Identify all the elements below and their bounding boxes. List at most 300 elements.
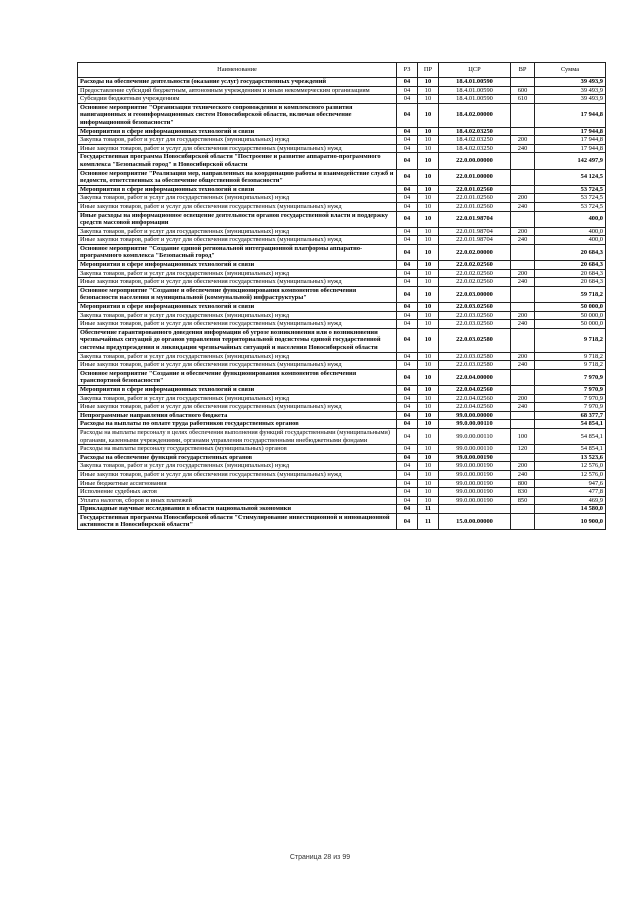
cell-sum: 9 718,2 — [535, 328, 606, 352]
cell-sum: 50 000,0 — [535, 320, 606, 329]
cell-vr: 200 — [511, 227, 535, 236]
cell-vr — [511, 420, 535, 429]
cell-csr: 99.0.00.00190 — [439, 496, 511, 505]
table-row — [78, 496, 606, 505]
cell-sum: 17 944,8 — [535, 136, 606, 145]
table-row — [78, 369, 606, 385]
cell-pr: 10 — [418, 211, 439, 227]
cell-sum: 17 944,8 — [535, 144, 606, 153]
cell-sum: 68 377,7 — [535, 411, 606, 420]
table-row — [78, 411, 606, 420]
cell-vr — [511, 505, 535, 514]
cell-csr: 22.0.01.00000 — [439, 169, 511, 185]
cell-name: Предоставление субсидий бюджетным, автономным учреждениям и иным некоммерческим организациям — [78, 86, 397, 95]
cell-sum: 14 580,0 — [535, 505, 606, 514]
cell-name: Иные закупки товаров, работ и услуг для обеспечения государственных (муниципальных) нужд — [78, 361, 397, 370]
cell-csr: 99.0.00.00190 — [439, 488, 511, 497]
cell-rz: 04 — [397, 194, 418, 203]
cell-pr: 10 — [418, 394, 439, 403]
cell-rz: 04 — [397, 136, 418, 145]
cell-pr: 10 — [418, 127, 439, 136]
cell-name: Иные закупки товаров, работ и услуг для обеспечения государственных (муниципальных) нужд — [78, 320, 397, 329]
cell-pr: 10 — [418, 244, 439, 260]
table-row — [78, 479, 606, 488]
cell-name: Расходы на выплаты по оплате труда работников государственных органов — [78, 420, 397, 429]
cell-name: Закупка товаров, работ и услуг для государственных (муниципальных) нужд — [78, 394, 397, 403]
cell-sum: 54 854,1 — [535, 428, 606, 444]
cell-sum: 20 684,3 — [535, 261, 606, 270]
cell-pr: 10 — [418, 286, 439, 302]
cell-vr: 850 — [511, 496, 535, 505]
cell-rz: 04 — [397, 278, 418, 287]
table-row — [78, 95, 606, 104]
table-row — [78, 269, 606, 278]
cell-sum: 7 970,9 — [535, 403, 606, 412]
cell-rz: 04 — [397, 496, 418, 505]
cell-csr: 22.0.04.02560 — [439, 394, 511, 403]
cell-csr: 18.4.01.00590 — [439, 95, 511, 104]
cell-vr — [511, 411, 535, 420]
cell-vr — [511, 453, 535, 462]
table-row — [78, 103, 606, 127]
cell-csr: 22.0.03.02560 — [439, 311, 511, 320]
table-row — [78, 505, 606, 514]
cell-pr: 10 — [418, 194, 439, 203]
cell-pr: 10 — [418, 303, 439, 312]
cell-pr: 10 — [418, 428, 439, 444]
cell-name: Расходы на выплаты персоналу в целях обеспечения выполнения функций государственными (муниципальными) органами, казенными учреждениями, органами управления государственными внебюджетными фондами — [78, 428, 397, 444]
cell-pr: 11 — [418, 513, 439, 529]
cell-name: Мероприятия в сфере информационных технологий и связи — [78, 261, 397, 270]
cell-csr: 22.0.01.98704 — [439, 211, 511, 227]
cell-name: Иные закупки товаров, работ и услуг для обеспечения государственных (муниципальных) нужд — [78, 236, 397, 245]
cell-pr: 10 — [418, 479, 439, 488]
cell-sum: 39 493,9 — [535, 86, 606, 95]
cell-csr: 22.0.02.00000 — [439, 244, 511, 260]
cell-name: Основное мероприятие "Создание и обеспечение функционирования компонентов обеспечения безопасности населения и муниципальной (коммунальной) инфраструктуры" — [78, 286, 397, 302]
cell-csr: 15.0.00.00000 — [439, 513, 511, 529]
table-row — [78, 311, 606, 320]
cell-rz: 04 — [397, 286, 418, 302]
cell-csr: 22.0.01.98704 — [439, 227, 511, 236]
table-row — [78, 86, 606, 95]
cell-sum: 53 724,5 — [535, 185, 606, 194]
cell-sum: 54 854,1 — [535, 445, 606, 454]
cell-rz: 04 — [397, 103, 418, 127]
table-row — [78, 127, 606, 136]
cell-csr: 22.0.03.02560 — [439, 303, 511, 312]
cell-vr — [511, 286, 535, 302]
cell-csr: 22.0.02.02560 — [439, 278, 511, 287]
cell-sum: 13 523,6 — [535, 453, 606, 462]
cell-name: Закупка товаров, работ и услуг для государственных (муниципальных) нужд — [78, 269, 397, 278]
cell-vr: 240 — [511, 320, 535, 329]
page-number: Страница 28 из 99 — [289, 854, 351, 861]
cell-pr: 10 — [418, 202, 439, 211]
cell-csr: 22.0.02.02560 — [439, 261, 511, 270]
table-row — [78, 78, 606, 87]
cell-sum: 50 000,0 — [535, 303, 606, 312]
cell-name: Закупка товаров, работ и услуг для государственных (муниципальных) нужд — [78, 311, 397, 320]
cell-sum: 469,9 — [535, 496, 606, 505]
cell-csr: 22.0.00.00000 — [439, 153, 511, 169]
cell-sum: 10 900,0 — [535, 513, 606, 529]
cell-name: Мероприятия в сфере информационных технологий и связи — [78, 185, 397, 194]
cell-csr: 22.0.03.02560 — [439, 320, 511, 329]
cell-sum: 59 718,2 — [535, 286, 606, 302]
cell-pr: 10 — [418, 144, 439, 153]
cell-rz: 04 — [397, 361, 418, 370]
cell-pr: 11 — [418, 505, 439, 514]
cell-sum: 17 944,8 — [535, 103, 606, 127]
cell-csr: 18.4.02.03250 — [439, 127, 511, 136]
cell-rz: 04 — [397, 261, 418, 270]
cell-name: Основное мероприятие "Создание и обеспечение функционирования компонентов обеспечения транспортной безопасности" — [78, 369, 397, 385]
table-row — [78, 144, 606, 153]
cell-vr: 200 — [511, 269, 535, 278]
cell-csr: 22.0.03.02580 — [439, 352, 511, 361]
cell-name: Иные закупки товаров, работ и услуг для обеспечения государственных (муниципальных) нужд — [78, 278, 397, 287]
cell-rz: 04 — [397, 236, 418, 245]
cell-pr: 10 — [418, 136, 439, 145]
cell-csr: 99.0.00.00190 — [439, 470, 511, 479]
cell-sum: 53 724,5 — [535, 202, 606, 211]
cell-name: Мероприятия в сфере информационных технологий и связи — [78, 303, 397, 312]
cell-vr: 240 — [511, 361, 535, 370]
cell-rz: 04 — [397, 202, 418, 211]
cell-vr: 240 — [511, 278, 535, 287]
cell-name: Расходы на обеспечение функций государственных органов — [78, 453, 397, 462]
cell-rz: 04 — [397, 462, 418, 471]
cell-sum: 7 970,9 — [535, 369, 606, 385]
cell-rz: 04 — [397, 86, 418, 95]
header-rz: РЗ — [397, 63, 418, 78]
cell-rz: 04 — [397, 394, 418, 403]
header-vr: ВР — [511, 63, 535, 78]
cell-vr — [511, 303, 535, 312]
cell-pr: 10 — [418, 86, 439, 95]
cell-vr — [511, 78, 535, 87]
cell-csr: 99.0.00.00000 — [439, 411, 511, 420]
cell-pr: 10 — [418, 361, 439, 370]
cell-name: Мероприятия в сфере информационных технологий и связи — [78, 127, 397, 136]
cell-vr: 240 — [511, 470, 535, 479]
cell-csr: 22.0.04.02560 — [439, 385, 511, 394]
budget-table — [77, 62, 606, 530]
cell-vr: 120 — [511, 445, 535, 454]
cell-pr: 10 — [418, 236, 439, 245]
cell-name: Иные бюджетные ассигнования — [78, 479, 397, 488]
cell-sum: 12 576,0 — [535, 462, 606, 471]
cell-rz: 04 — [397, 403, 418, 412]
table-row — [78, 211, 606, 227]
cell-sum: 20 684,3 — [535, 278, 606, 287]
cell-rz: 04 — [397, 227, 418, 236]
cell-rz: 04 — [397, 169, 418, 185]
cell-csr: 99.0.00.00110 — [439, 428, 511, 444]
cell-csr: 99.0.00.00190 — [439, 479, 511, 488]
cell-name: Мероприятия в сфере информационных технологий и связи — [78, 385, 397, 394]
table-row — [78, 453, 606, 462]
cell-rz: 04 — [397, 269, 418, 278]
cell-rz: 04 — [397, 328, 418, 352]
cell-csr: 18.4.02.00000 — [439, 103, 511, 127]
cell-csr: 22.0.03.00000 — [439, 286, 511, 302]
cell-vr — [511, 185, 535, 194]
table-row — [78, 428, 606, 444]
cell-vr: 200 — [511, 462, 535, 471]
cell-rz: 04 — [397, 153, 418, 169]
cell-sum: 477,8 — [535, 488, 606, 497]
cell-csr: 18.4.02.03250 — [439, 136, 511, 145]
cell-rz: 04 — [397, 127, 418, 136]
cell-sum: 142 497,9 — [535, 153, 606, 169]
cell-sum: 947,6 — [535, 479, 606, 488]
cell-pr: 10 — [418, 496, 439, 505]
table-row — [78, 488, 606, 497]
cell-rz: 04 — [397, 428, 418, 444]
cell-pr: 10 — [418, 420, 439, 429]
cell-rz: 04 — [397, 352, 418, 361]
cell-csr: 22.0.01.02560 — [439, 194, 511, 203]
cell-pr: 10 — [418, 95, 439, 104]
table-row — [78, 320, 606, 329]
cell-csr: 18.4.01.00590 — [439, 86, 511, 95]
cell-name: Закупка товаров, работ и услуг для государственных (муниципальных) нужд — [78, 194, 397, 203]
cell-vr: 240 — [511, 144, 535, 153]
cell-rz: 04 — [397, 470, 418, 479]
cell-vr: 200 — [511, 394, 535, 403]
cell-name: Иные закупки товаров, работ и услуг для обеспечения государственных (муниципальных) нужд — [78, 403, 397, 412]
cell-pr: 10 — [418, 227, 439, 236]
cell-sum: 9 718,2 — [535, 352, 606, 361]
cell-pr: 10 — [418, 185, 439, 194]
cell-sum: 7 970,9 — [535, 394, 606, 403]
cell-vr — [511, 369, 535, 385]
cell-name: Расходы на обеспечение деятельности (оказание услуг) государственных учреждений — [78, 78, 397, 87]
cell-sum: 7 970,9 — [535, 385, 606, 394]
table-row — [78, 403, 606, 412]
table-row — [78, 352, 606, 361]
table-row — [78, 420, 606, 429]
table-row — [78, 153, 606, 169]
cell-sum: 39 493,9 — [535, 78, 606, 87]
cell-sum: 17 944,8 — [535, 127, 606, 136]
cell-sum: 50 000,0 — [535, 311, 606, 320]
cell-pr: 10 — [418, 103, 439, 127]
cell-vr — [511, 385, 535, 394]
table-row — [78, 261, 606, 270]
cell-rz: 04 — [397, 488, 418, 497]
cell-name: Закупка товаров, работ и услуг для государственных (муниципальных) нужд — [78, 227, 397, 236]
cell-csr: 22.0.04.02560 — [439, 403, 511, 412]
table-row — [78, 169, 606, 185]
table-row — [78, 385, 606, 394]
cell-sum: 54 124,5 — [535, 169, 606, 185]
cell-rz: 04 — [397, 385, 418, 394]
cell-name: Прикладные научные исследования в области национальной экономики — [78, 505, 397, 514]
cell-pr: 10 — [418, 385, 439, 394]
cell-csr: 22.0.04.00000 — [439, 369, 511, 385]
cell-sum: 54 854,1 — [535, 420, 606, 429]
cell-vr — [511, 127, 535, 136]
cell-name: Основное мероприятие "Создание единой региональной интеграционной платформы аппаратно-программного комплекса "Безопасный город" — [78, 244, 397, 260]
cell-sum: 400,0 — [535, 211, 606, 227]
cell-csr: 22.0.03.02580 — [439, 361, 511, 370]
cell-vr: 600 — [511, 86, 535, 95]
table-row — [78, 445, 606, 454]
cell-csr: 22.0.01.98704 — [439, 236, 511, 245]
cell-vr — [511, 103, 535, 127]
cell-name: Закупка товаров, работ и услуг для государственных (муниципальных) нужд — [78, 462, 397, 471]
cell-sum: 400,0 — [535, 236, 606, 245]
cell-name: Иные расходы на информационное освещение деятельности органов государственной власти и поддержку средств массовой информации — [78, 211, 397, 227]
cell-vr: 610 — [511, 95, 535, 104]
cell-name: Субсидии бюджетным учреждениям — [78, 95, 397, 104]
table-row — [78, 227, 606, 236]
cell-pr: 10 — [418, 445, 439, 454]
cell-name: Основное мероприятие "Реализация мер, направленных на координацию работы и взаимодействие служб и ведомств, ответственных за обеспечение общественной безопасности" — [78, 169, 397, 185]
cell-name: Иные закупки товаров, работ и услуг для обеспечения государственных (муниципальных) нужд — [78, 144, 397, 153]
cell-pr: 10 — [418, 488, 439, 497]
cell-rz: 04 — [397, 445, 418, 454]
cell-rz: 04 — [397, 320, 418, 329]
cell-vr — [511, 169, 535, 185]
header-sum: Сумма — [535, 63, 606, 78]
cell-name: Иные закупки товаров, работ и услуг для обеспечения государственных (муниципальных) нужд — [78, 202, 397, 211]
cell-rz: 04 — [397, 78, 418, 87]
cell-csr: 22.0.01.02560 — [439, 202, 511, 211]
cell-pr: 10 — [418, 403, 439, 412]
header-name: Наименование — [78, 63, 397, 78]
cell-rz: 04 — [397, 185, 418, 194]
cell-pr: 10 — [418, 261, 439, 270]
cell-pr: 10 — [418, 453, 439, 462]
cell-csr — [439, 505, 511, 514]
cell-csr: 18.4.02.03250 — [439, 144, 511, 153]
cell-name: Иные закупки товаров, работ и услуг для обеспечения государственных (муниципальных) нужд — [78, 470, 397, 479]
cell-pr: 10 — [418, 369, 439, 385]
cell-rz: 04 — [397, 505, 418, 514]
cell-rz: 04 — [397, 144, 418, 153]
cell-name: Государственная программа Новосибирской области "Построение и развитие аппаратно-программного комплекса "Безопасный город" в Новосибирской области — [78, 153, 397, 169]
cell-csr: 22.0.03.02580 — [439, 328, 511, 352]
table-row — [78, 328, 606, 352]
cell-csr: 18.4.01.00590 — [439, 78, 511, 87]
cell-vr: 830 — [511, 488, 535, 497]
cell-rz: 04 — [397, 303, 418, 312]
cell-rz: 04 — [397, 311, 418, 320]
cell-pr: 10 — [418, 269, 439, 278]
table-row — [78, 185, 606, 194]
cell-vr: 240 — [511, 236, 535, 245]
table-row — [78, 462, 606, 471]
cell-rz: 04 — [397, 479, 418, 488]
cell-pr: 10 — [418, 78, 439, 87]
cell-vr: 240 — [511, 403, 535, 412]
cell-sum: 400,0 — [535, 227, 606, 236]
cell-csr: 99.0.00.00190 — [439, 453, 511, 462]
cell-pr: 10 — [418, 352, 439, 361]
cell-rz: 04 — [397, 369, 418, 385]
cell-csr: 22.0.02.02560 — [439, 269, 511, 278]
table-row — [78, 394, 606, 403]
cell-vr — [511, 244, 535, 260]
cell-pr: 10 — [418, 169, 439, 185]
cell-pr: 10 — [418, 462, 439, 471]
cell-rz: 04 — [397, 411, 418, 420]
cell-sum: 9 718,2 — [535, 361, 606, 370]
cell-vr: 240 — [511, 202, 535, 211]
cell-pr: 10 — [418, 278, 439, 287]
cell-vr: 200 — [511, 136, 535, 145]
cell-csr: 99.0.00.00110 — [439, 445, 511, 454]
cell-vr: 200 — [511, 311, 535, 320]
cell-vr — [511, 211, 535, 227]
cell-vr — [511, 513, 535, 529]
cell-vr: 100 — [511, 428, 535, 444]
table-row — [78, 470, 606, 479]
cell-rz: 04 — [397, 420, 418, 429]
cell-vr — [511, 328, 535, 352]
table-row — [78, 303, 606, 312]
cell-sum: 53 724,5 — [535, 194, 606, 203]
table-row — [78, 286, 606, 302]
cell-pr: 10 — [418, 411, 439, 420]
table-header-row — [78, 63, 606, 78]
cell-rz: 04 — [397, 513, 418, 529]
cell-vr: 200 — [511, 352, 535, 361]
cell-pr: 10 — [418, 320, 439, 329]
cell-name: Обеспечение гарантированного доведения информации об угрозе возникновения или о возникновении чрезвычайных ситуаций до органов управления территориальной подсистемы единой государственной системы предупреждения и ликвидации чрезвычайных ситуаций и населения Новосибирской области — [78, 328, 397, 352]
cell-vr: 200 — [511, 194, 535, 203]
cell-rz: 04 — [397, 453, 418, 462]
cell-name: Государственная программа Новосибирской области "Стимулирование инвестиционной и инновационной активности в Новосибирской области" — [78, 513, 397, 529]
cell-pr: 10 — [418, 311, 439, 320]
table-row — [78, 202, 606, 211]
cell-csr: 99.0.00.00110 — [439, 420, 511, 429]
cell-name: Основное мероприятие "Организация технического сопровождения и комплексного развития навигационных и геоинформационных систем Новосибирской области, включая обеспечение информационной безопасности" — [78, 103, 397, 127]
cell-rz: 04 — [397, 95, 418, 104]
cell-vr — [511, 153, 535, 169]
cell-rz: 04 — [397, 244, 418, 260]
cell-pr: 10 — [418, 328, 439, 352]
cell-name: Закупка товаров, работ и услуг для государственных (муниципальных) нужд — [78, 136, 397, 145]
cell-sum: 12 576,0 — [535, 470, 606, 479]
cell-name: Уплата налогов, сборов и иных платежей — [78, 496, 397, 505]
cell-sum: 20 684,3 — [535, 269, 606, 278]
cell-sum: 20 684,3 — [535, 244, 606, 260]
cell-csr: 22.0.01.02560 — [439, 185, 511, 194]
cell-name: Исполнение судебных актов — [78, 488, 397, 497]
cell-name: Расходы на выплаты персоналу государственных (муниципальных) органов — [78, 445, 397, 454]
cell-name: Непрограммные направления областного бюджета — [78, 411, 397, 420]
table-row — [78, 244, 606, 260]
cell-rz: 04 — [397, 211, 418, 227]
table-row — [78, 194, 606, 203]
cell-sum: 39 493,9 — [535, 95, 606, 104]
cell-pr: 10 — [418, 153, 439, 169]
cell-name: Закупка товаров, работ и услуг для государственных (муниципальных) нужд — [78, 352, 397, 361]
header-pr: ПР — [418, 63, 439, 78]
table-row — [78, 236, 606, 245]
table-row — [78, 361, 606, 370]
cell-vr: 800 — [511, 479, 535, 488]
table-row — [78, 136, 606, 145]
cell-vr — [511, 261, 535, 270]
cell-pr: 10 — [418, 470, 439, 479]
cell-csr: 99.0.00.00190 — [439, 462, 511, 471]
